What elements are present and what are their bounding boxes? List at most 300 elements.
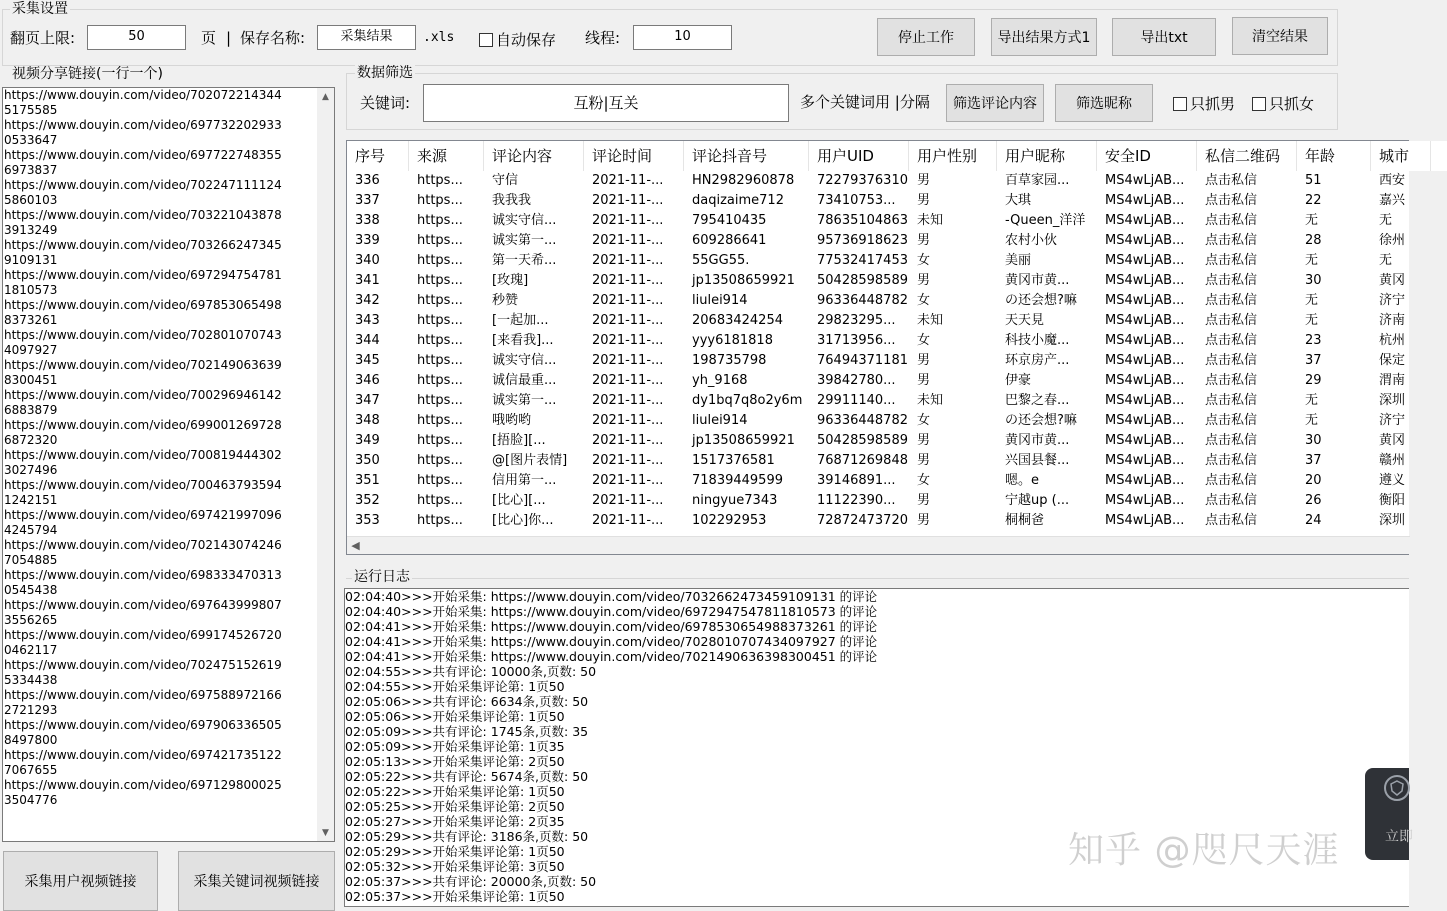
table-cell: -Queen_洋洋 bbox=[1005, 213, 1086, 228]
table-cell: 50428598589 bbox=[817, 273, 908, 288]
table-cell: 济宁 bbox=[1379, 413, 1406, 428]
table-cell: 337 bbox=[355, 193, 380, 208]
table-cell: https... bbox=[417, 253, 463, 268]
only-female-checkbox[interactable] bbox=[1252, 93, 1314, 114]
table-cell: 26 bbox=[1305, 493, 1322, 508]
table-header bbox=[347, 141, 1447, 171]
table-cell: 2021-11-... bbox=[592, 313, 664, 328]
table-cell: 30 bbox=[1305, 273, 1322, 288]
page-limit-label: 翻页上限: bbox=[10, 29, 76, 47]
table-cell: 31713956... bbox=[817, 333, 896, 348]
table-cell: MS4wLjAB... bbox=[1105, 253, 1185, 268]
column-header[interactable]: 用户性别 bbox=[909, 141, 997, 171]
video-link-line: https://www.douyin.com/video/697421997096 bbox=[4, 508, 282, 522]
table-cell: 百草家园... bbox=[1005, 173, 1070, 188]
table-row[interactable] bbox=[347, 471, 1447, 491]
video-link-line: 3504776 bbox=[4, 793, 58, 807]
page-limit-input[interactable]: 50 bbox=[87, 25, 186, 50]
video-link-line: https://www.douyin.com/video/697732202933 bbox=[4, 118, 282, 132]
table-cell: liulei914 bbox=[692, 293, 748, 308]
column-header[interactable]: 安全ID bbox=[1097, 141, 1197, 171]
table-cell: 2021-11-... bbox=[592, 193, 664, 208]
video-links-list bbox=[4, 88, 314, 808]
checkbox-box bbox=[1173, 97, 1187, 111]
video-link-line: 2721293 bbox=[4, 703, 58, 717]
table-cell: 男 bbox=[917, 273, 931, 288]
table-cell: 353 bbox=[355, 513, 380, 528]
log-line: 02:05:06>>>开始采集评论第: 1页50 bbox=[345, 709, 565, 724]
table-cell: 未知 bbox=[917, 313, 944, 328]
table-cell: 338 bbox=[355, 213, 380, 228]
table-cell: 96336448782 bbox=[817, 293, 908, 308]
table-cell: 黄冈 bbox=[1379, 433, 1406, 448]
video-link-line: https://www.douyin.com/video/700819444302 bbox=[4, 448, 282, 462]
scroll-left-icon[interactable]: ◀ bbox=[351, 539, 360, 552]
table-cell: [来看我]... bbox=[492, 333, 554, 348]
table-cell: 349 bbox=[355, 433, 380, 448]
table-cell: 保定 bbox=[1379, 353, 1406, 368]
table-cell: MS4wLjAB... bbox=[1105, 293, 1185, 308]
table-cell: 点击私信 bbox=[1205, 493, 1258, 508]
side-widget[interactable] bbox=[1365, 768, 1413, 860]
video-link-line: https://www.douyin.com/video/699001269728 bbox=[4, 418, 282, 432]
table-cell: [比心][... bbox=[492, 493, 546, 508]
table-row[interactable] bbox=[347, 271, 1447, 291]
table-cell: 男 bbox=[917, 493, 931, 508]
column-header[interactable]: 来源 bbox=[409, 141, 484, 171]
table-row[interactable] bbox=[347, 391, 1447, 411]
table-cell: 环京房产... bbox=[1005, 353, 1070, 368]
video-link-line: https://www.douyin.com/video/698333470313 bbox=[4, 568, 282, 582]
table-cell: MS4wLjAB... bbox=[1105, 513, 1185, 528]
table-cell: 72279376310 bbox=[817, 173, 908, 188]
table-cell: 2021-11-... bbox=[592, 493, 664, 508]
table-cell: 95736918623 bbox=[817, 233, 908, 248]
table-cell: 2021-11-... bbox=[592, 453, 664, 468]
table-cell: 609286641 bbox=[692, 233, 767, 248]
table-row[interactable] bbox=[347, 171, 1447, 191]
table-cell: https... bbox=[417, 393, 463, 408]
table-cell: [捂脸][... bbox=[492, 433, 546, 448]
table-cell: dy1bq7q8o2y6m bbox=[692, 393, 803, 408]
table-cell: MS4wLjAB... bbox=[1105, 453, 1185, 468]
collect-user-videos-button[interactable]: 采集用户视频链接 bbox=[3, 851, 158, 911]
table-cell: 嘉兴 bbox=[1379, 193, 1406, 208]
table-cell: ningyue7343 bbox=[692, 493, 778, 508]
table-cell: jp13508659921 bbox=[692, 273, 795, 288]
scroll-down-icon[interactable]: ▼ bbox=[322, 827, 329, 838]
table-cell: 点击私信 bbox=[1205, 233, 1258, 248]
video-link-line: 7054885 bbox=[4, 553, 58, 567]
table-row[interactable] bbox=[347, 371, 1447, 391]
table-cell: 347 bbox=[355, 393, 380, 408]
table-cell: 2021-11-... bbox=[592, 253, 664, 268]
table-cell: 男 bbox=[917, 513, 931, 528]
column-header[interactable]: 评论抖音号 bbox=[684, 141, 809, 171]
video-links-legend: 视频分享链接(一行一个) bbox=[12, 66, 163, 82]
table-cell: 77532417453 bbox=[817, 253, 908, 268]
table-cell: https... bbox=[417, 493, 463, 508]
table-row[interactable] bbox=[347, 311, 1447, 331]
video-link-line: https://www.douyin.com/video/697643999807 bbox=[4, 598, 282, 612]
table-cell: 女 bbox=[917, 413, 931, 428]
table-cell: 96336448782 bbox=[817, 413, 908, 428]
table-cell: https... bbox=[417, 373, 463, 388]
table-cell: 渭南 bbox=[1379, 373, 1406, 388]
keyword-label: 关键词: bbox=[360, 94, 411, 112]
column-header[interactable]: 用户UID bbox=[809, 141, 909, 171]
table-cell: 2021-11-... bbox=[592, 433, 664, 448]
video-link-line: https://www.douyin.com/video/697853065498 bbox=[4, 298, 282, 312]
table-cell: https... bbox=[417, 433, 463, 448]
table-cell: 诚实守信... bbox=[492, 353, 557, 368]
video-link-line: https://www.douyin.com/video/702475152619 bbox=[4, 658, 282, 672]
table-cell: yyy6181818 bbox=[692, 333, 773, 348]
log-line: 02:05:29>>>共有评论: 3186条,页数: 50 bbox=[345, 829, 589, 844]
table-cell: 198735798 bbox=[692, 353, 767, 368]
log-line: 02:05:32>>>开始采集评论第: 3页50 bbox=[345, 859, 565, 874]
auto-save-checkbox[interactable] bbox=[479, 29, 556, 50]
table-cell: 黄冈市黄... bbox=[1005, 273, 1070, 288]
column-header[interactable]: 评论内容 bbox=[484, 141, 584, 171]
table-cell: 点击私信 bbox=[1205, 513, 1258, 528]
table-cell: [比心]你... bbox=[492, 513, 554, 528]
table-row[interactable] bbox=[347, 211, 1447, 231]
video-link-line: https://www.douyin.com/video/702072214344 bbox=[4, 88, 282, 102]
log-line: 02:05:22>>>共有评论: 5674条,页数: 50 bbox=[345, 769, 589, 784]
table-row[interactable] bbox=[347, 231, 1447, 251]
log-line: 02:04:55>>>开始采集评论第: 1页50 bbox=[345, 679, 565, 694]
table-cell: https... bbox=[417, 293, 463, 308]
log-line: 02:05:27>>>开始采集评论第: 2页35 bbox=[345, 814, 565, 829]
table-cell: MS4wLjAB... bbox=[1105, 333, 1185, 348]
table-cell: 29911140... bbox=[817, 393, 896, 408]
stop-button[interactable]: 停止工作 bbox=[877, 18, 975, 56]
settings-legend: 采集设置 bbox=[12, 1, 68, 17]
table-cell: https... bbox=[417, 173, 463, 188]
table-cell: 2021-11-... bbox=[592, 293, 664, 308]
table-cell: MS4wLjAB... bbox=[1105, 273, 1185, 288]
table-cell: 点击私信 bbox=[1205, 353, 1258, 368]
table-cell: 2021-11-... bbox=[592, 373, 664, 388]
table-cell: MS4wLjAB... bbox=[1105, 413, 1185, 428]
video-link-line: https://www.douyin.com/video/702143074246 bbox=[4, 538, 282, 552]
table-cell: 1517376581 bbox=[692, 453, 775, 468]
table-cell: MS4wLjAB... bbox=[1105, 493, 1185, 508]
table-cell: 24 bbox=[1305, 513, 1322, 528]
video-link-line: https://www.douyin.com/video/697129800025 bbox=[4, 778, 282, 792]
table-cell: https... bbox=[417, 333, 463, 348]
thread-input[interactable]: 10 bbox=[633, 25, 732, 50]
table-cell: 2021-11-... bbox=[592, 333, 664, 348]
video-link-line: 3556265 bbox=[4, 613, 58, 627]
table-cell: 点击私信 bbox=[1205, 473, 1258, 488]
checkbox-box bbox=[1252, 97, 1266, 111]
log-line: 02:04:41>>>开始采集: https://www.douyin.com/video/7028010707434097927 的评论 bbox=[345, 634, 878, 649]
table-cell: 济宁 bbox=[1379, 293, 1406, 308]
table-cell: 点击私信 bbox=[1205, 393, 1258, 408]
table-cell: 2021-11-... bbox=[592, 353, 664, 368]
table-cell: MS4wLjAB... bbox=[1105, 393, 1185, 408]
table-cell: 衡阳 bbox=[1379, 493, 1406, 508]
filter-nickname-button[interactable]: 筛选昵称 bbox=[1055, 84, 1153, 122]
table-cell: 诚信最重... bbox=[492, 373, 557, 388]
log-line: 02:05:37>>>共有评论: 20000条,页数: 50 bbox=[345, 874, 597, 889]
table-cell: 29823295... bbox=[817, 313, 896, 328]
table-cell: 天天見 bbox=[1005, 313, 1045, 328]
table-cell: 无 bbox=[1305, 393, 1319, 408]
column-header[interactable]: 私信二维码 bbox=[1197, 141, 1297, 171]
video-link-line: 8300451 bbox=[4, 373, 58, 387]
table-cell: 39842780... bbox=[817, 373, 896, 388]
video-links-textarea[interactable] bbox=[2, 87, 335, 842]
column-header[interactable]: 序号 bbox=[347, 141, 409, 171]
table-cell: 农村小伙 bbox=[1005, 233, 1058, 248]
table-cell: 340 bbox=[355, 253, 380, 268]
table-row[interactable] bbox=[347, 191, 1447, 211]
video-link-line: 6973837 bbox=[4, 163, 58, 177]
table-cell: 点击私信 bbox=[1205, 273, 1258, 288]
video-link-line: https://www.douyin.com/video/703221043878 bbox=[4, 208, 282, 222]
video-link-line: https://www.douyin.com/video/702801070743 bbox=[4, 328, 282, 342]
table-horizontal-scrollbar[interactable] bbox=[347, 536, 1410, 554]
table-row[interactable] bbox=[347, 451, 1447, 471]
table-cell: 女 bbox=[917, 293, 931, 308]
video-link-line: 3913249 bbox=[4, 223, 58, 237]
table-cell: https... bbox=[417, 513, 463, 528]
table-cell: MS4wLjAB... bbox=[1105, 193, 1185, 208]
table-row[interactable] bbox=[347, 431, 1447, 451]
video-links-scrollbar[interactable] bbox=[317, 88, 334, 841]
video-link-line: 3027496 bbox=[4, 463, 58, 477]
table-cell: 37 bbox=[1305, 453, 1322, 468]
watermark: 知乎 @咫尺天涯 bbox=[1068, 830, 1340, 871]
table-cell: 点击私信 bbox=[1205, 373, 1258, 388]
table-row[interactable] bbox=[347, 291, 1447, 311]
table-cell: 点击私信 bbox=[1205, 313, 1258, 328]
log-line: 02:04:41>>>开始采集: https://www.douyin.com/video/6978530654988373261 的评论 bbox=[345, 619, 878, 634]
table-cell: MS4wLjAB... bbox=[1105, 173, 1185, 188]
video-link-line: 1810573 bbox=[4, 283, 58, 297]
export-txt-button[interactable]: 导出txt bbox=[1112, 18, 1216, 56]
video-link-line: 6883879 bbox=[4, 403, 58, 417]
table-cell: 20 bbox=[1305, 473, 1322, 488]
column-header[interactable]: 年龄 bbox=[1297, 141, 1371, 171]
table-cell: 点击私信 bbox=[1205, 453, 1258, 468]
video-link-line: https://www.douyin.com/video/702247111124 bbox=[4, 178, 282, 192]
video-link-line: 8373261 bbox=[4, 313, 58, 327]
table-cell: 2021-11-... bbox=[592, 173, 664, 188]
table-cell: 男 bbox=[917, 433, 931, 448]
clear-results-button[interactable]: 清空结果 bbox=[1232, 17, 1328, 55]
log-line: 02:05:09>>>共有评论: 1745条,页数: 35 bbox=[345, 724, 589, 739]
table-cell: 无 bbox=[1379, 213, 1393, 228]
video-link-line: https://www.douyin.com/video/697421735122 bbox=[4, 748, 282, 762]
table-cell: 深圳 bbox=[1379, 393, 1406, 408]
table-cell: 无 bbox=[1305, 253, 1319, 268]
table-cell: 黄冈市黄... bbox=[1005, 433, 1070, 448]
table-cell: 秒赞 bbox=[492, 293, 519, 308]
table-cell: 女 bbox=[917, 473, 931, 488]
table-cell: 诚实守信... bbox=[492, 213, 557, 228]
table-cell: 351 bbox=[355, 473, 380, 488]
table-cell: 诚实第一... bbox=[492, 233, 557, 248]
table-row[interactable] bbox=[347, 491, 1447, 511]
table-cell: 344 bbox=[355, 333, 380, 348]
table-cell: https... bbox=[417, 353, 463, 368]
table-row[interactable] bbox=[347, 511, 1447, 531]
table-cell: 杭州 bbox=[1379, 333, 1406, 348]
table-cell: 男 bbox=[917, 453, 931, 468]
table-cell: liulei914 bbox=[692, 413, 748, 428]
table-cell: 2021-11-... bbox=[592, 413, 664, 428]
table-cell: HN2982960878 bbox=[692, 173, 795, 188]
table-cell: [玫瑰] bbox=[492, 273, 529, 288]
table-cell: 50428598589 bbox=[817, 433, 908, 448]
table-cell: 男 bbox=[917, 173, 931, 188]
video-link-line: 8497800 bbox=[4, 733, 58, 747]
save-name-input[interactable]: 采集结果 bbox=[317, 25, 416, 50]
video-link-line: https://www.douyin.com/video/699174526720 bbox=[4, 628, 282, 642]
table-cell: 男 bbox=[917, 233, 931, 248]
table-cell: 大琪 bbox=[1005, 193, 1032, 208]
table-cell: 未知 bbox=[917, 393, 944, 408]
table-cell: 341 bbox=[355, 273, 380, 288]
table-row[interactable] bbox=[347, 411, 1447, 431]
video-link-line: https://www.douyin.com/video/697588972166 bbox=[4, 688, 282, 702]
table-cell: 女 bbox=[917, 253, 931, 268]
table-cell: 342 bbox=[355, 293, 380, 308]
log-line: 02:04:40>>>开始采集: https://www.douyin.com/video/7032662473459109131 的评论 bbox=[345, 589, 878, 604]
table-cell: の还会想?嘛 bbox=[1005, 293, 1077, 308]
log-list bbox=[345, 589, 877, 904]
table-cell: 济南 bbox=[1379, 313, 1406, 328]
table-cell: 2021-11-... bbox=[592, 213, 664, 228]
video-link-line: 6872320 bbox=[4, 433, 58, 447]
table-cell: 点击私信 bbox=[1205, 173, 1258, 188]
table-cell: 350 bbox=[355, 453, 380, 468]
table-cell: 78635104863 bbox=[817, 213, 908, 228]
table-cell: 无 bbox=[1305, 213, 1319, 228]
scroll-up-icon[interactable]: ▲ bbox=[322, 91, 329, 102]
table-cell: 守信 bbox=[492, 173, 519, 188]
table-cell: 点击私信 bbox=[1205, 333, 1258, 348]
table-cell: MS4wLjAB... bbox=[1105, 313, 1185, 328]
log-line: 02:05:09>>>开始采集评论第: 1页35 bbox=[345, 739, 565, 754]
keyword-input[interactable]: 互粉|互关 bbox=[423, 84, 789, 122]
table-cell: 346 bbox=[355, 373, 380, 388]
video-link-line: 1242151 bbox=[4, 493, 58, 507]
log-line: 02:04:40>>>开始采集: https://www.douyin.com/video/6972947547811810573 的评论 bbox=[345, 604, 878, 619]
table-cell: 兴国县餐... bbox=[1005, 453, 1070, 468]
table-cell: 巴黎之春... bbox=[1005, 393, 1070, 408]
table-cell: 无 bbox=[1305, 313, 1319, 328]
table-cell: 点击私信 bbox=[1205, 293, 1258, 308]
table-cell: 2021-11-... bbox=[592, 273, 664, 288]
table-cell: 37 bbox=[1305, 353, 1322, 368]
table-cell: 西安 bbox=[1379, 173, 1406, 188]
table-cell: 348 bbox=[355, 413, 380, 428]
log-line: 02:04:55>>>共有评论: 10000条,页数: 50 bbox=[345, 664, 597, 679]
table-cell: https... bbox=[417, 233, 463, 248]
table-cell: 72872473720 bbox=[817, 513, 908, 528]
table-cell: MS4wLjAB... bbox=[1105, 433, 1185, 448]
column-header[interactable]: 用户昵称 bbox=[997, 141, 1097, 171]
table-cell: 71839449599 bbox=[692, 473, 783, 488]
table-cell: 73410753... bbox=[817, 193, 896, 208]
table-cell: 黄冈 bbox=[1379, 273, 1406, 288]
table-cell: の还会想?嘛 bbox=[1005, 413, 1077, 428]
video-link-line: https://www.douyin.com/video/697906336505 bbox=[4, 718, 282, 732]
table-cell: 23 bbox=[1305, 333, 1322, 348]
table-cell: 55GG55. bbox=[692, 253, 750, 268]
collect-keyword-videos-button[interactable]: 采集关键词视频链接 bbox=[178, 851, 335, 911]
table-cell: 343 bbox=[355, 313, 380, 328]
table-cell: 345 bbox=[355, 353, 380, 368]
shield-icon bbox=[1383, 774, 1411, 802]
table-cell: 22 bbox=[1305, 193, 1322, 208]
video-link-line: 0462117 bbox=[4, 643, 58, 657]
page-unit-label: 页 bbox=[201, 29, 217, 47]
log-line: 02:05:37>>>开始采集评论第: 1页50 bbox=[345, 889, 565, 904]
video-link-line: 4245794 bbox=[4, 523, 58, 537]
table-row[interactable] bbox=[347, 251, 1447, 271]
video-link-line: https://www.douyin.com/video/700296946142 bbox=[4, 388, 282, 402]
log-line: 02:04:41>>>开始采集: https://www.douyin.com/video/7021490636398300451 的评论 bbox=[345, 649, 878, 664]
table-cell: 2021-11-... bbox=[592, 513, 664, 528]
table-cell: https... bbox=[417, 273, 463, 288]
table-cell: 51 bbox=[1305, 173, 1322, 188]
only-male-checkbox[interactable] bbox=[1173, 93, 1235, 114]
table-cell: 2021-11-... bbox=[592, 393, 664, 408]
table-cell: 无 bbox=[1379, 253, 1393, 268]
log-line: 02:05:25>>>开始采集评论第: 2页50 bbox=[345, 799, 565, 814]
table-cell: 76494371181 bbox=[817, 353, 908, 368]
table-cell: 赣州 bbox=[1379, 453, 1406, 468]
column-header[interactable]: 评论时间 bbox=[584, 141, 684, 171]
table-cell: 点击私信 bbox=[1205, 213, 1258, 228]
table-cell: 339 bbox=[355, 233, 380, 248]
results-table[interactable] bbox=[346, 140, 1409, 555]
table-cell: 336 bbox=[355, 173, 380, 188]
table-cell: 11122390... bbox=[817, 493, 896, 508]
video-link-line: https://www.douyin.com/video/697722748355 bbox=[4, 148, 282, 162]
table-cell: 遵义 bbox=[1379, 473, 1406, 488]
table-cell: 男 bbox=[917, 373, 931, 388]
table-cell: https... bbox=[417, 213, 463, 228]
table-cell: 科技小魔... bbox=[1005, 333, 1070, 348]
table-cell: https... bbox=[417, 473, 463, 488]
table-cell: 点击私信 bbox=[1205, 413, 1258, 428]
table-cell: 点击私信 bbox=[1205, 253, 1258, 268]
table-cell: 深圳 bbox=[1379, 513, 1406, 528]
table-cell: 美丽 bbox=[1005, 253, 1032, 268]
export-mode-button[interactable]: 导出结果方式1 bbox=[991, 18, 1097, 56]
log-line: 02:05:13>>>开始采集评论第: 2页50 bbox=[345, 754, 565, 769]
only-female-label: 只抓女 bbox=[1269, 95, 1315, 113]
table-cell: 无 bbox=[1305, 293, 1319, 308]
table-cell: 男 bbox=[917, 193, 931, 208]
log-line: 02:05:22>>>开始采集评论第: 1页50 bbox=[345, 784, 565, 799]
table-cell: 2021-11-... bbox=[592, 233, 664, 248]
video-link-line: 5334438 bbox=[4, 673, 58, 687]
table-row[interactable] bbox=[347, 331, 1447, 351]
table-cell: 39146891... bbox=[817, 473, 896, 488]
table-cell: 点击私信 bbox=[1205, 193, 1258, 208]
table-row[interactable] bbox=[347, 351, 1447, 371]
column-header[interactable]: 城市 bbox=[1371, 141, 1431, 171]
filter-comment-button[interactable]: 筛选评论内容 bbox=[946, 84, 1044, 122]
